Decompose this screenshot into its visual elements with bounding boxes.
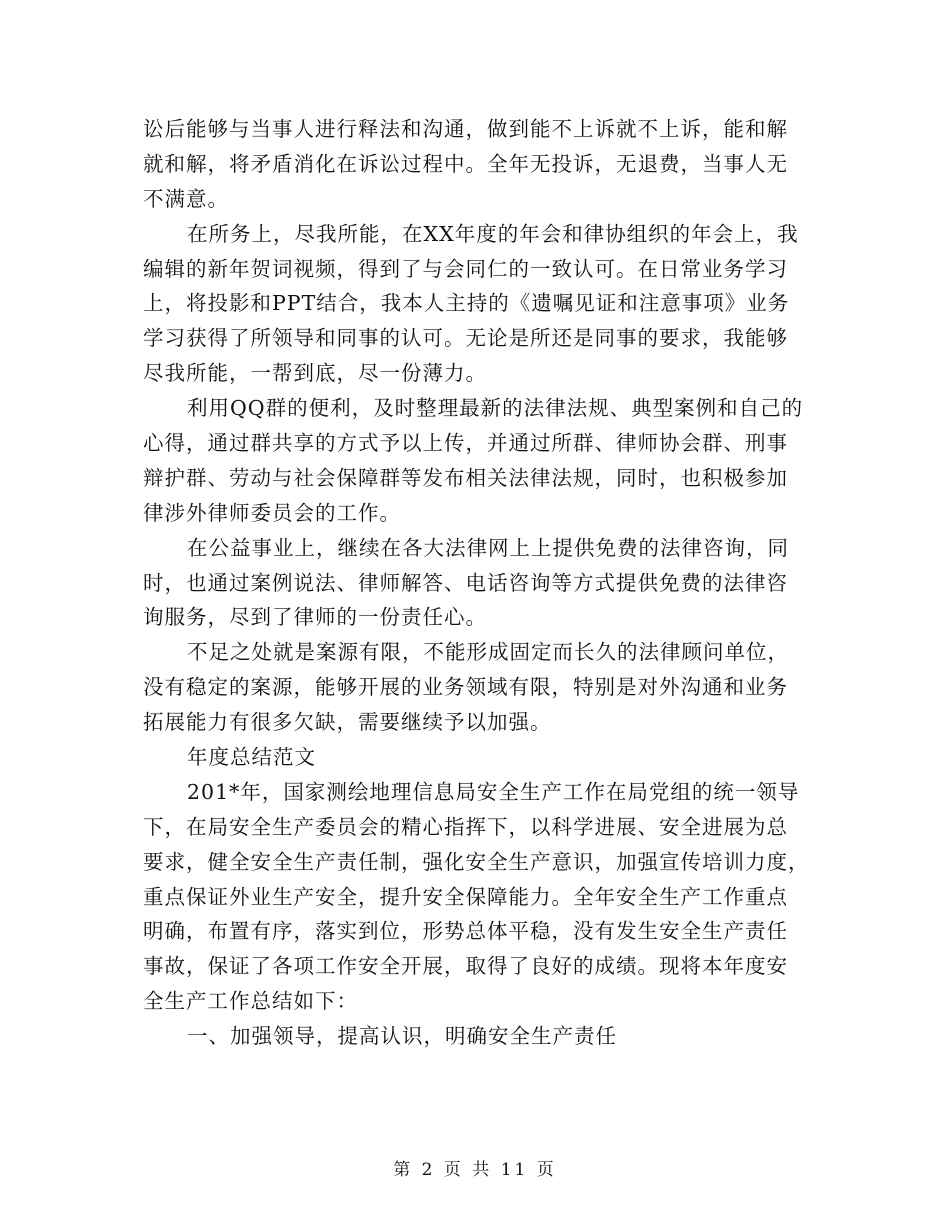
text-line: 讼后能够与当事人进行释法和沟通，做到能不上诉就不上诉，能和解: [143, 117, 788, 141]
text-line: 不满意。: [143, 186, 229, 211]
text-line: 上，将投影和PPT结合，我本人主持的《遗嘱见证和注意事项》业务: [143, 291, 790, 316]
text-line: 学习获得了所领导和同事的认可。无论是所还是同事的要求，我能够: [143, 326, 788, 351]
text-line: 律涉外律师委员会的工作。: [143, 500, 401, 525]
text-line: 不足之处就是案源有限，不能形成固定而长久的法律顾问单位，: [187, 640, 789, 665]
text-line: 编辑的新年贺词视频，得到了与会同仁的一致认可。在日常业务学习: [143, 256, 788, 281]
text-line: 下，在局安全生产委员会的精心指挥下，以科学进展、安全进展为总: [143, 814, 788, 839]
text-line: 拓展能力有很多欠缺，需要继续予以加强。: [143, 710, 552, 735]
text-line: 年度总结范文: [187, 745, 316, 770]
text-line: 重点保证外业生产安全，提升安全保障能力。全年安全生产工作重点: [143, 884, 788, 909]
text-line: 一、加强领导，提高认识，明确安全生产责任: [187, 1024, 617, 1049]
text-line: 利用QQ群的便利，及时整理最新的法律法规、典型案例和自己的: [187, 396, 804, 421]
text-line: 辩护群、劳动与社会保障群等发布相关法律法规，同时，也积极参加: [143, 465, 788, 490]
page-number-footer: 第 2 页 共 11 页: [393, 1160, 557, 1180]
text-line: 没有稳定的案源，能够开展的业务领域有限，特别是对外沟通和业务: [143, 675, 788, 700]
text-line: 在公益事业上，继续在各大法律网上上提供免费的法律咨询，同: [187, 535, 789, 560]
text-line: 事故，保证了各项工作安全开展，取得了良好的成绩。现将本年度安: [143, 954, 788, 979]
text-line: 201*年，国家测绘地理信息局安全生产工作在局党组的统一领导: [187, 779, 800, 804]
text-line: 时，也通过案例说法、律师解答、电话咨询等方式提供免费的法律咨: [143, 570, 788, 595]
text-line: 就和解，将矛盾消化在诉讼过程中。全年无投诉，无退费，当事人无: [143, 151, 788, 176]
text-line: 询服务，尽到了律师的一份责任心。: [143, 605, 487, 630]
text-line: 全生产工作总结如下：: [143, 989, 358, 1014]
text-line: 明确，布置有序，落实到位，形势总体平稳，没有发生安全生产责任: [143, 919, 788, 944]
text-line: 心得，通过群共享的方式予以上传，并通过所群、律师协会群、刑事: [143, 431, 788, 456]
document-body: [143, 112, 815, 1054]
text-line: 要求，健全安全生产责任制，强化安全生产意识，加强宣传培训力度，: [143, 849, 810, 874]
text-line: 尽我所能，一帮到底，尽一份薄力。: [143, 361, 487, 386]
text-line: 在所务上，尽我所能，在XX年度的年会和律协组织的年会上，我: [187, 221, 799, 246]
